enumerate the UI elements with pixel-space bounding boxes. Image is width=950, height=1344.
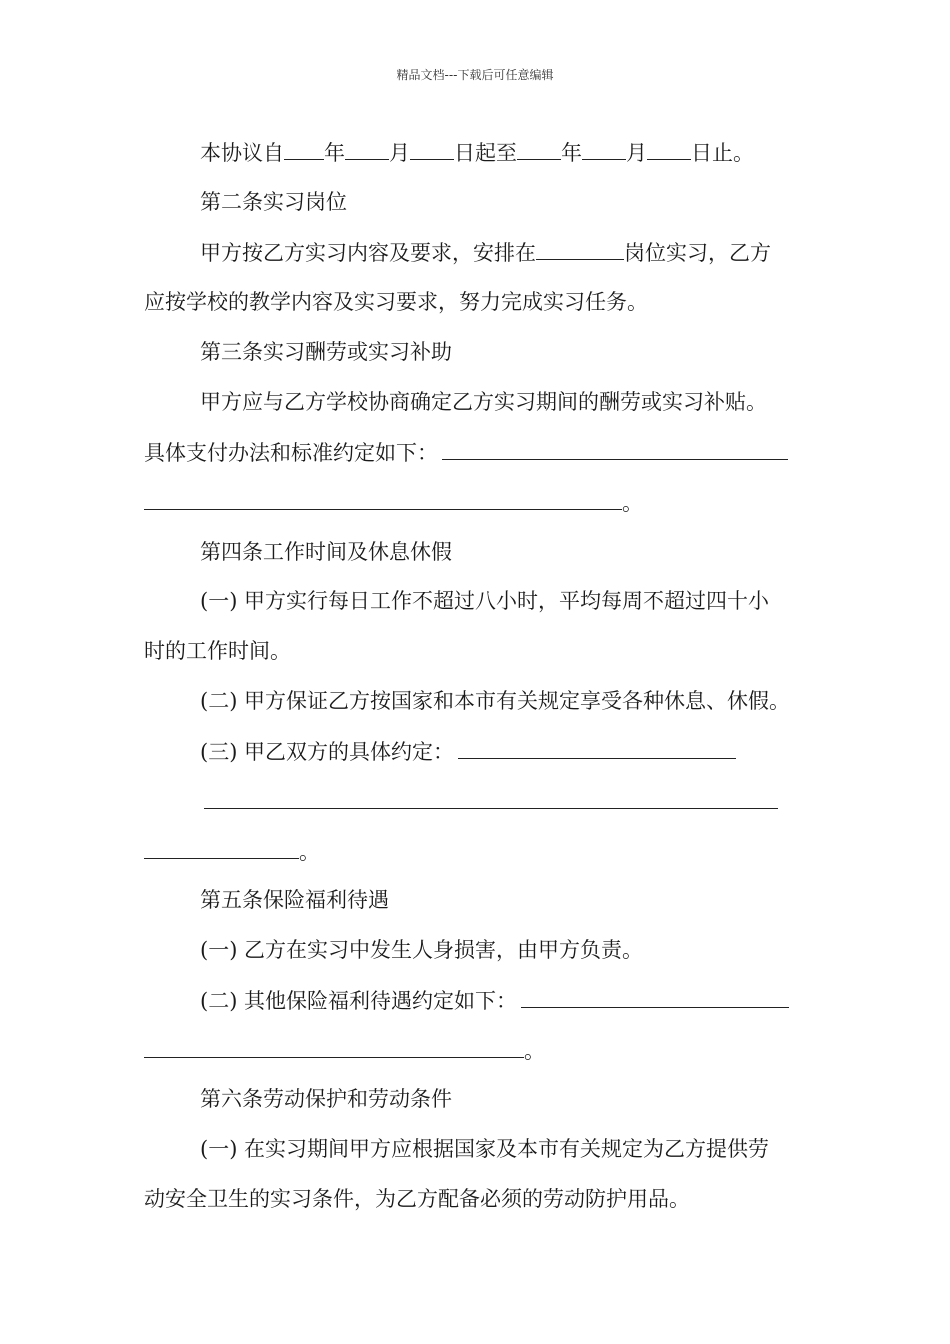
article-5-item-1: (一) 乙方在实习中发生人身损害，由甲方负责。 [200,938,644,962]
text: (二) 其他保险福利待遇约定如下： [200,989,518,1013]
article-6-item-1-line-1: (一) 在实习期间甲方应根据国家及本市有关规定为乙方提供劳 [200,1137,770,1161]
payment-blank-field[interactable] [442,439,788,460]
article-4-item-1-line-2: 时的工作时间。 [144,639,291,663]
text: 日起至 [454,141,517,165]
article-3-heading: 第三条实习酬劳或实习补助 [200,340,452,364]
text: 月 [626,141,647,165]
payment-blank-field-continued[interactable] [144,489,622,510]
article-5-heading: 第五条保险福利待遇 [200,888,389,912]
article-2-body-line-1 [200,239,771,266]
mutual-agreement-blank-field[interactable] [458,738,736,759]
text: 本协议自 [200,141,284,165]
article-5-item-2 [200,987,789,1014]
article-3-body-line-3 [144,489,643,516]
text: 。 [622,491,643,515]
benefits-blank-field-continued[interactable] [144,1037,524,1058]
article-4-item-1-line-1: (一) 甲方实行每日工作不超过八小时，平均每周不超过四十小 [200,589,770,613]
text: 日止。 [691,141,754,165]
blank-field[interactable] [410,139,454,160]
text: 。 [299,840,320,864]
mutual-agreement-blank-field-continued[interactable] [204,788,778,809]
text: 具体支付办法和标准约定如下： [144,441,438,465]
blank-field[interactable] [582,139,626,160]
article-5-blank-line [144,1037,545,1064]
page-header: 精品文档---下载后可任意编辑 [396,68,554,82]
blank-field[interactable] [647,139,691,160]
text: 月 [389,141,410,165]
article-2-body-line-2: 应按学校的教学内容及实习要求，努力完成实习任务。 [144,290,648,314]
position-blank-field[interactable] [536,239,624,260]
article-4-heading: 第四条工作时间及休息休假 [200,540,452,564]
text: 年 [324,141,345,165]
article-4-blank-line-end [144,838,320,865]
mutual-agreement-blank-field-end[interactable] [144,838,299,859]
article-3-body-line-2 [144,439,788,466]
blank-field[interactable] [345,139,389,160]
article-2-heading: 第二条实习岗位 [200,190,347,214]
article-4-item-3 [200,738,736,765]
text: 年 [561,141,582,165]
text: 甲方按乙方实习内容及要求，安排在 [200,241,536,265]
text: (三) 甲乙双方的具体约定： [200,740,455,764]
agreement-period-line [200,139,754,166]
blank-field[interactable] [284,139,324,160]
article-3-body-line-1: 甲方应与乙方学校协商确定乙方实习期间的酬劳或实习补贴。 [200,390,767,414]
text: 岗位实习，乙方 [624,241,771,265]
article-6-item-1-line-2: 动安全卫生的实习条件，为乙方配备必须的劳动防护用品。 [144,1187,690,1211]
article-6-heading: 第六条劳动保护和劳动条件 [200,1087,452,1111]
blank-field[interactable] [517,139,561,160]
benefits-blank-field[interactable] [521,987,789,1008]
article-4-item-2: (二) 甲方保证乙方按国家和本市有关规定享受各种休息、休假。 [200,689,791,713]
article-4-blank-line [204,788,778,815]
text: 。 [524,1039,545,1063]
